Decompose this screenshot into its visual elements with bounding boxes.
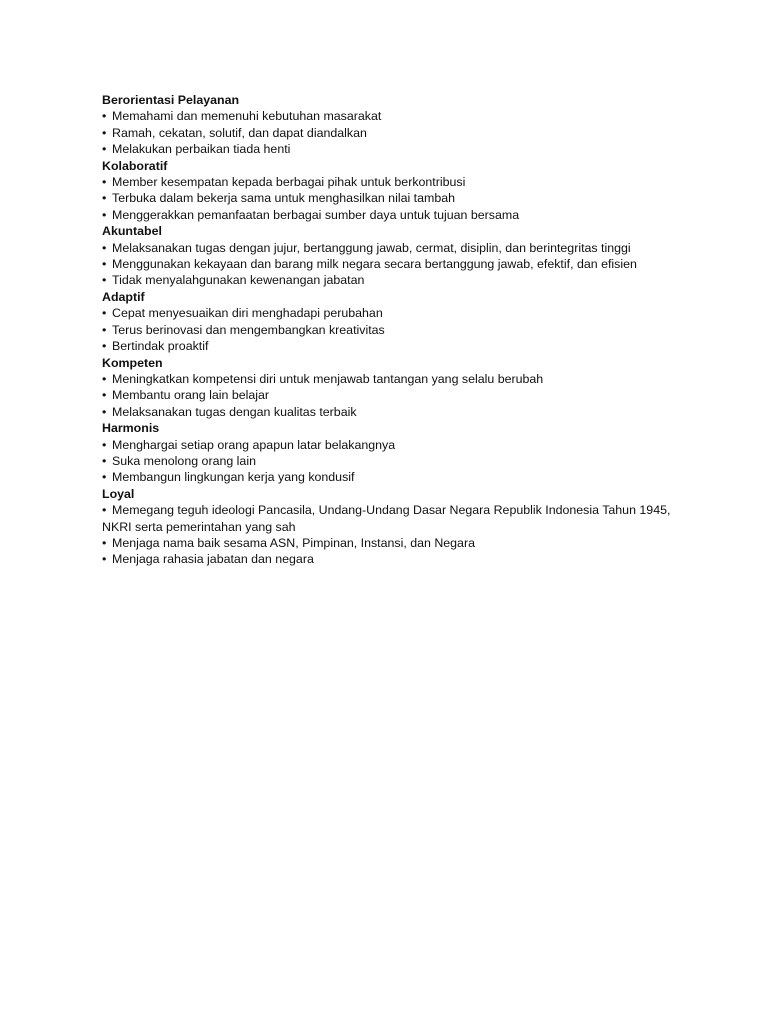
list-item: • Meningkatkan kompetensi diri untuk menjawab tantangan yang selalu berubah [102,371,544,386]
bullet: • [102,404,107,419]
list-item: • Terus berinovasi dan mengembangkan kreativitas [102,322,385,337]
bullet: • [102,437,107,452]
bullet: • [102,552,107,567]
list-item: • Suka menolong orang lain [102,453,256,468]
bullet: • [102,240,107,255]
bullet: • [102,371,107,386]
list-item: • Bertindak proaktif [102,339,209,354]
section-title-kompeten: Kompeten [102,355,163,370]
list-item: • Menjaga nama baik sesama ASN, Pimpinan, Instansi, dan Negara [102,535,475,550]
section-title-akuntabel: Akuntabel [102,224,162,239]
bullet: • [102,273,107,288]
bullet: • [102,191,107,206]
list-item: • Melakukan perbaikan tiada henti [102,142,291,157]
bullet: • [102,257,107,272]
section-title-berorientasi-pelayanan: Berorientasi Pelayanan [102,93,240,107]
bullet: • [102,322,107,337]
list-item: • Melaksanakan tugas dengan kualitas terbaik [102,404,357,419]
list-item: • Menjaga rahasia jabatan dan negara [102,552,314,567]
bullet: • [102,535,107,550]
section-title-adaptif: Adaptif [102,289,145,304]
list-item: • Menggunakan kekayaan dan barang milk negara secara bertanggung jawab, efektif, dan efisien [102,257,637,272]
list-item: • Tidak menyalahgunakan kewenangan jabatan [102,273,365,288]
bullet: • [102,470,107,485]
bullet: • [102,388,107,403]
list-item: • Membantu orang lain belajar [102,388,270,403]
list-item: • Cepat menyesuaikan diri menghadapi perubahan [102,306,383,321]
list-item: • Ramah, cekatan, solutif, dan dapat diandalkan [102,125,367,140]
section-title-loyal: Loyal [102,486,135,501]
bullet: • [102,339,107,354]
list-item: • Melaksanakan tugas dengan jujur, bertanggung jawab, cermat, disiplin, dan berintegritas tinggi [102,240,631,255]
bullet: • [102,109,107,124]
list-item: • Menghargai setiap orang apapun latar belakangnya [102,437,396,452]
bullet: • [102,453,107,468]
bullet: • [102,306,107,321]
section-title-kolaboratif: Kolaboratif [102,158,168,173]
bullet: • [102,125,107,140]
bullet: • [102,207,107,222]
list-item: • Terbuka dalam bekerja sama untuk menghasilkan nilai tambah [102,191,455,206]
section-title-harmonis: Harmonis [102,421,160,436]
list-item: • Memegang teguh ideologi Pancasila, Undang-Undang Dasar Negara Republik Indonesia Tahun 1945, NKRI serta pemerintahan yang sah [102,503,671,534]
list-item: • Member kesempatan kepada berbagai pihak untuk berkontribusi [102,175,466,190]
bullet: • [102,142,107,157]
list-item: • Membangun lingkungan kerja yang kondusif [102,470,355,485]
bullet: • [102,175,107,190]
bullet: • [102,503,107,518]
document-body [102,92,702,568]
list-item: • Memahami dan memenuhi kebutuhan masarakat [102,109,382,124]
list-item: • Menggerakkan pemanfaatan berbagai sumber daya untuk tujuan bersama [102,207,520,222]
